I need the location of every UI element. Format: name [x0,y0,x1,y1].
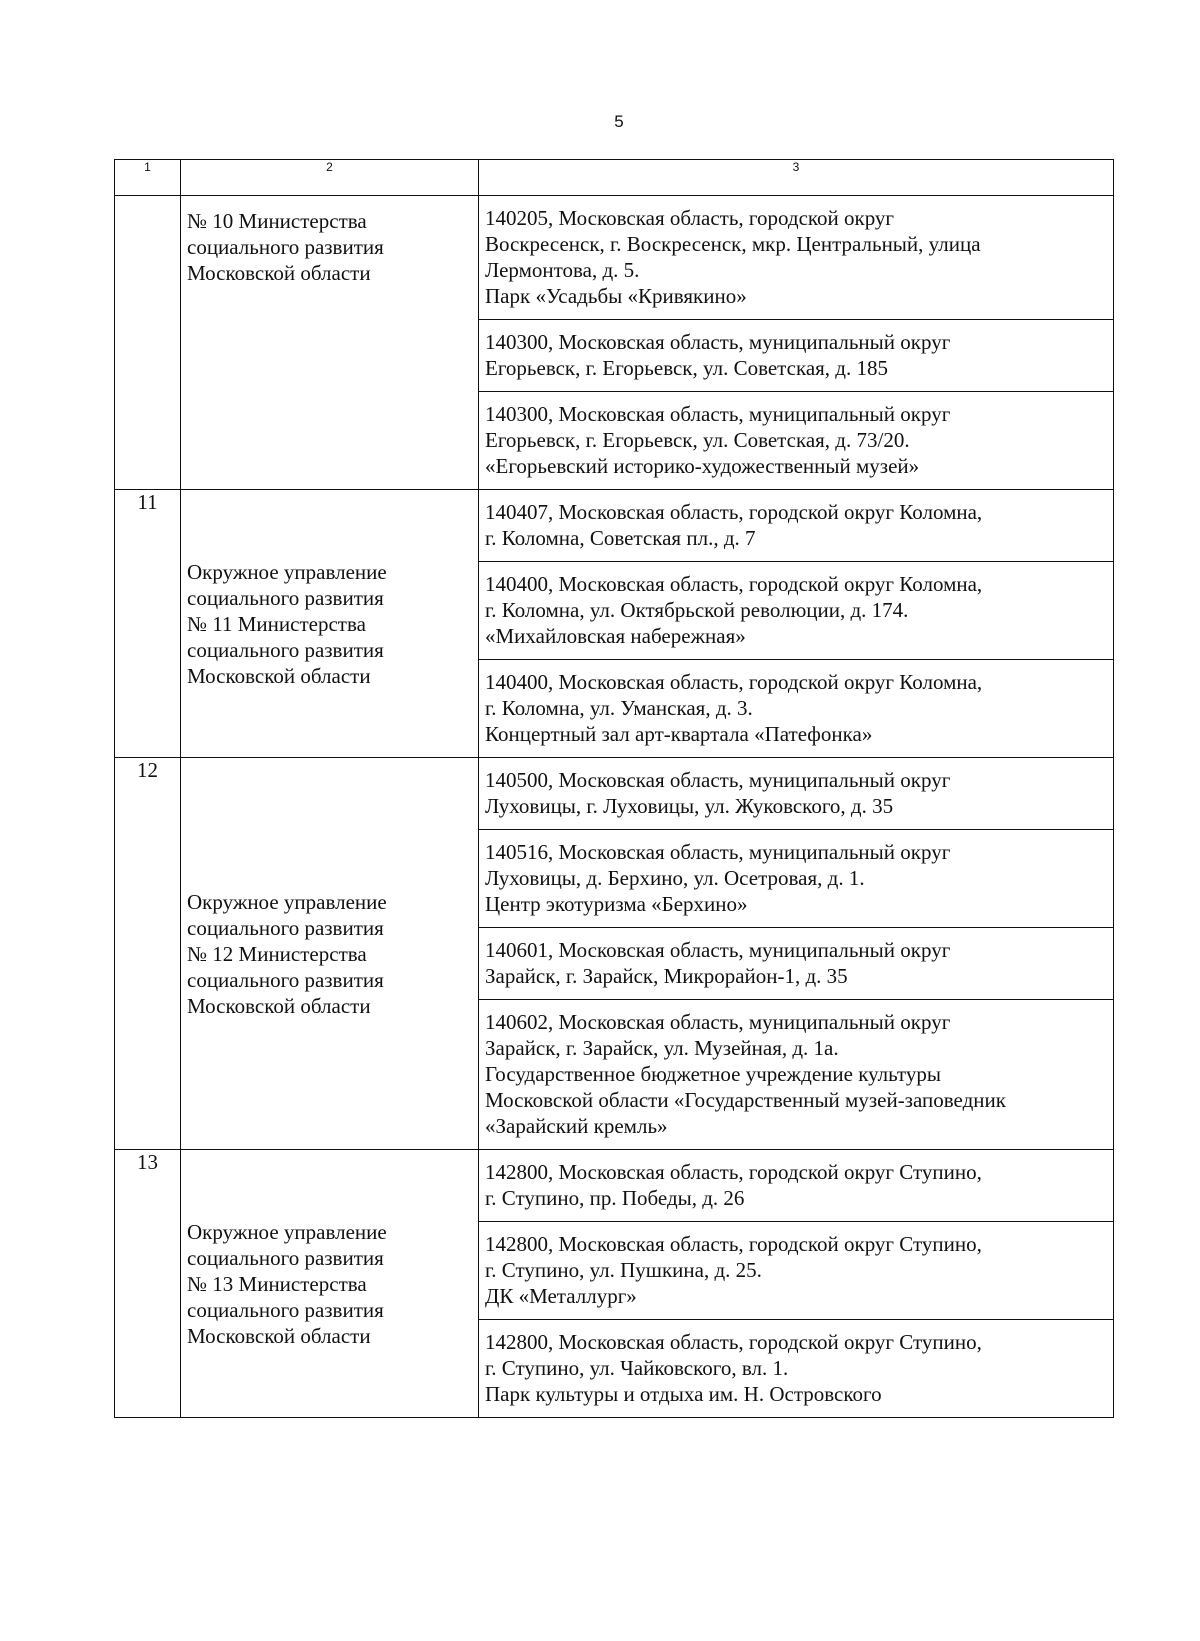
organization-line: Окружное управление [187,559,387,584]
table-row [115,758,1114,830]
organization-line: Московской области [187,663,371,688]
address-line: 140400, Московская область, городской округ Коломна, [485,670,983,694]
address-line: 140300, Московская область, муниципальный округ [485,330,951,354]
address-line: г. Коломна, Советская пл., д. 7 [485,526,756,550]
address-line: г. Коломна, ул. Октябрьской революции, д. 174. [485,598,909,622]
addresses-table [114,159,1114,1418]
organization-line: социального развития [187,1297,384,1322]
organization-line: № 13 Министерства [187,1271,367,1296]
address-line: 140516, Московская область, муниципальный округ [485,840,951,864]
address-cell [479,392,1114,490]
address-line: 142800, Московская область, городской округ Ступино, [485,1160,982,1184]
page-number: 5 [614,112,624,131]
address-line: Луховицы, д. Берхино, ул. Осетровая, д. 1. [485,866,865,890]
group-number: 13 [115,1150,181,1418]
address-cell [479,1150,1114,1222]
address-line: 140601, Московская область, муниципальный округ [485,938,951,962]
group-number: 12 [115,758,181,1150]
address-line: 142800, Московская область, городской округ Ступино, [485,1330,982,1354]
address-line: г. Коломна, ул. Уманская, д. 3. [485,696,753,720]
address-line: Егорьевск, г. Егорьевск, ул. Советская, д. 185 [485,356,888,380]
organization-line: Московской области [187,993,371,1018]
address-line: г. Ступино, пр. Победы, д. 26 [485,1186,745,1210]
organization-name [181,490,479,758]
organization-line: № 11 Министерства [187,611,366,636]
organization-line: социального развития [187,915,384,940]
address-cell [479,1222,1114,1320]
address-line: ДК «Металлург» [485,1284,637,1308]
address-line: Московской области «Государственный музей-заповедник [485,1088,1006,1112]
address-cell [479,758,1114,830]
group-number [115,196,181,490]
address-line: Зарайск, г. Зарайск, ул. Музейная, д. 1а. [485,1036,839,1060]
organization-line: Московской области [187,1323,371,1348]
address-line: 140400, Московская область, городской округ Коломна, [485,572,983,596]
address-line: «Егорьевский историко-художественный музей» [485,454,920,478]
organization-line: № 12 Министерства [187,941,367,966]
header-col-3: 3 [479,160,1114,196]
table-row [115,196,1114,320]
organization-line: Московской области [187,261,371,285]
group-number: 11 [115,490,181,758]
address-line: Лермонтова, д. 5. [485,258,640,282]
organization-line: № 10 Министерства [187,209,367,233]
address-cell [479,1000,1114,1150]
address-cell [479,196,1114,320]
address-cell [479,562,1114,660]
address-line: Зарайск, г. Зарайск, Микрорайон-1, д. 35 [485,964,848,988]
organization-line: социального развития [187,235,384,259]
address-line: г. Ступино, ул. Пушкина, д. 25. [485,1258,762,1282]
organization-line: социального развития [187,967,384,992]
address-line: 142800, Московская область, городской округ Ступино, [485,1232,982,1256]
address-line: 140300, Московская область, муниципальный округ [485,402,951,426]
organization-line: социального развития [187,1245,384,1270]
address-line: Концертный зал арт-квартала «Патефонка» [485,722,873,746]
address-cell [479,320,1114,392]
address-line: Центр экотуризма «Берхино» [485,892,748,916]
address-line: Воскресенск, г. Воскресенск, мкр. Центральный, улица [485,232,981,256]
address-line: 140205, Московская область, городской округ [485,206,895,230]
table-row [115,490,1114,562]
address-line: «Зарайский кремль» [485,1114,668,1138]
header-col-2: 2 [181,160,479,196]
address-line: Луховицы, г. Луховицы, ул. Жуковского, д. 35 [485,794,894,818]
address-line: 140407, Московская область, городской округ Коломна, [485,500,983,524]
organization-line: Окружное управление [187,1219,387,1244]
address-cell [479,660,1114,758]
address-line: г. Ступино, ул. Чайковского, вл. 1. [485,1356,789,1380]
address-line: 140500, Московская область, муниципальный округ [485,768,951,792]
table-row [115,1150,1114,1222]
organization-name [181,1150,479,1418]
organization-line: Окружное управление [187,889,387,914]
organization-name [181,758,479,1150]
address-cell [479,830,1114,928]
organization-name [181,196,479,490]
organization-line: социального развития [187,637,384,662]
header-col-1: 1 [115,160,181,196]
address-line: Егорьевск, г. Егорьевск, ул. Советская, д. 73/20. [485,428,910,452]
address-line: 140602, Московская область, муниципальный округ [485,1010,951,1034]
organization-line: социального развития [187,585,384,610]
address-cell [479,490,1114,562]
address-line: Парк «Усадьбы «Кривякино» [485,284,747,308]
address-cell [479,1320,1114,1418]
address-cell [479,928,1114,1000]
address-line: «Михайловская набережная» [485,624,746,648]
address-line: Парк культуры и отдыха им. Н. Островского [485,1382,882,1406]
address-line: Государственное бюджетное учреждение культуры [485,1062,941,1086]
header-row [115,160,1114,196]
table-body [115,160,1114,1418]
